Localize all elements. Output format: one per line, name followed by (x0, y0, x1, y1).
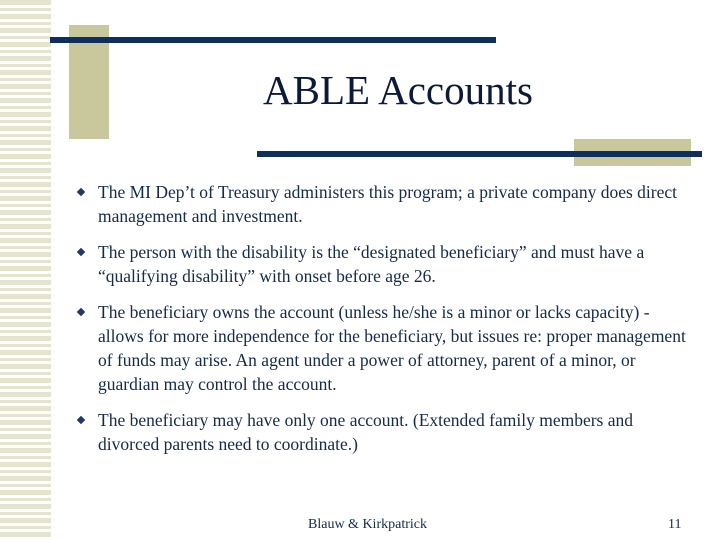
footer-text: Blauw & Kirkpatrick (308, 517, 427, 532)
diamond-bullet-icon (77, 416, 85, 424)
slide-title: ABLE Accounts (263, 67, 533, 113)
diamond-bullet-icon (77, 308, 85, 316)
bullet-text: The beneficiary may have only one account. (Extended family members and divorced parents need to coordinate.) (98, 410, 633, 454)
diamond-bullet-icon (77, 188, 85, 196)
bullet-item (78, 240, 688, 288)
bottom-rule (257, 151, 702, 157)
bullet-item (78, 408, 688, 456)
page-number: 11 (668, 517, 682, 532)
bullet-text: The MI Dep’t of Treasury administers this program; a private company does direct management and investment. (98, 182, 677, 226)
bullet-item (78, 300, 688, 396)
bullet-text: The beneficiary owns the account (unless he/she is a minor or lacks capacity) - allows for more independence for the beneficiary, but issues re: proper management of funds may arise. An agent under a power of attorney, parent of a minor, or guardian may control the account. (98, 302, 686, 394)
bullet-list (78, 180, 688, 468)
decorative-stripes (0, 0, 51, 540)
bullet-text: The person with the disability is the “designated beneficiary” and must have a “qualifying disability” with onset before age 26. (98, 242, 645, 286)
diamond-bullet-icon (77, 248, 85, 256)
top-rule (50, 37, 496, 43)
bullet-item (78, 180, 688, 228)
